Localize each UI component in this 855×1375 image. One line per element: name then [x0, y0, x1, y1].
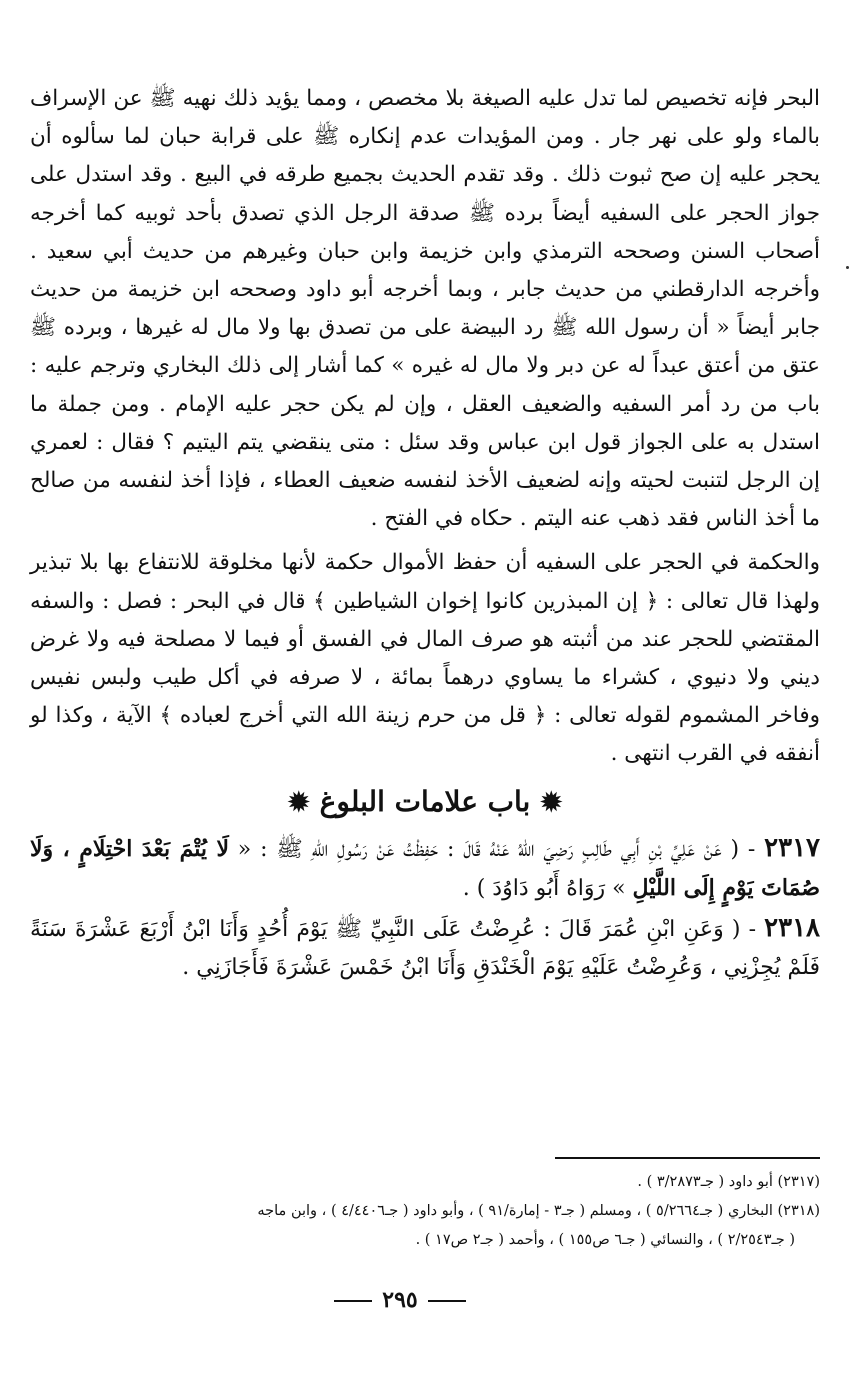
footnote-2317: (٢٣١٧) أبو داود ( جـ٣/٢٨٧٣ ) . [637, 1174, 820, 1190]
page-number [0, 1287, 800, 1313]
footnotes [30, 1168, 820, 1255]
page-number-value: ٢٩٥ [382, 1287, 418, 1313]
star-ornament-icon: ✹ [540, 787, 563, 818]
page-number-dash [428, 1300, 466, 1302]
hadith-text: - ( عَنْ عَلِيِّ بْنِ أَبِي طَالِبٍ رَضِيَ اللهُ عَنْهُ قَالَ : حَفِظْتُ عَنْ رَسُولِ اللهِ ﷺ : « [229, 836, 765, 862]
chapter-heading [30, 782, 820, 823]
hadith-number: ٢٣١٧ [764, 832, 820, 863]
hadith-2317 [30, 829, 820, 909]
hadith-2318 [30, 909, 820, 988]
hadith-source: » رَوَاهُ أَبُو دَاوُدَ ) . [462, 876, 633, 902]
footnote-2318-continued: ( جـ٢/٢٥٤٣ ) ، والنسائي ( جـ٦ ص١٥٥ ) ، وأحمد ( جـ٢ ص١٧ ) . [415, 1232, 795, 1248]
footnote-separator [555, 1157, 820, 1159]
star-ornament-icon: ✹ [287, 787, 310, 818]
hadith-quote: لَا يُتْمَ بَعْدَ احْتِلَامٍ ، وَلَا صُمَاتَ يَوْمٍ إِلَى اللَّيْلِ [30, 835, 820, 902]
hadith-number: ٢٣١٨ [764, 912, 820, 943]
scan-speck [846, 266, 849, 269]
chapter-title: باب علامات البلوغ [319, 784, 531, 818]
page-body [30, 80, 820, 988]
commentary-paragraph-2: والحكمة في الحجر على السفيه أن حفظ الأموال حكمة لأنها مخلوقة للانتفاع بها بلا تبذير ولهذا قال تعالى : ﴿ إن المبذرين كانوا إخوان الشياطين ﴾ قال في البحر : فصل : والسفه المقتضي للحجر عند من أثبته هو صرف المال في الفسق أو فيما لا مصلحة فيه ولا غرض ديني ولا دنيوي ، كشراء ما يساوي درهماً بمائة ، لا صرفه في أكل طيب ولبس نفيس وفاخر المشموم لقوله تعالى : ﴿ قل من حرم زينة الله التي أخرج لعباده ﴾ الآية ، وكذا لو أنفقه في القرب انتهى . [30, 550, 820, 767]
hadith-text: - ( وَعَنِ ابْنِ عُمَرَ قَالَ : عُرِضْتُ عَلَى النَّبِيِّ ﷺ يَوْمَ أُحُدٍ وَأَنَا ابْنُ أَرْبَعَ عَشْرَةَ سَنَةً فَلَمْ يُجِزْنِي ، وَعُرِضْتُ عَلَيْهِ يَوْمَ الْخَنْدَقِ وَأَنَا ابْنُ خَمْسَ عَشْرَةَ فَأَجَازَنِي . [30, 916, 820, 981]
commentary-paragraph-1: البحر فإنه تخصيص لما تدل عليه الصيغة بلا مخصص ، ومما يؤيد ذلك نهيه ﷺ عن الإسراف بالماء ولو على نهر جار . ومن المؤيدات عدم إنكاره ﷺ على قرابة حبان لما سألوه أن يحجر عليه إن صح ثبوت ذلك . وقد تقدم الحديث بجميع طرقه في البيع . وقد استدل على جواز الحجر على السفيه أيضاً برده ﷺ صدقة الرجل الذي تصدق بأحد ثوبيه كما أخرجه أصحاب السنن وصححه الترمذي وابن خزيمة وابن حبان وغيرهم من حديث أبي سعيد . وأخرجه الدارقطني من حديث جابر ، وبما أخرجه أبو داود وصححه ابن خزيمة من حديث جابر أيضاً « أن رسول الله ﷺ رد البيضة على من تصدق بها ولا مال له غيرها ، وبرده ﷺ عتق من أعتق عبداً له عن دبر ولا مال له غيره » كما أشار إلى ذلك البخاري وترجم عليه : باب من رد أمر السفيه والضعيف العقل ، وإن لم يكن حجر عليه الإمام . ومن جملة ما استدل به على الجواز قول ابن عباس وقد سئل : متى ينقضي يتم اليتيم ؟ فقال : لعمري إن الرجل لتنبت لحيته وإنه لضعيف الأخذ لنفسه ضعيف العطاء ، فإذا أخذ لنفسه من صالح ما أخذ الناس فقد ذهب عنه اليتم . حكاه في الفتح . [30, 86, 820, 532]
footnote-2318: (٢٣١٨) البخاري ( جـ٥/٢٦٦٤ ) ، ومسلم ( جـ٣ - إمارة/٩١ ) ، وأبو داود ( جـ٤/٤٤٠٦ ) ، وابن ماجه [257, 1203, 820, 1219]
page-number-dash [334, 1300, 372, 1302]
